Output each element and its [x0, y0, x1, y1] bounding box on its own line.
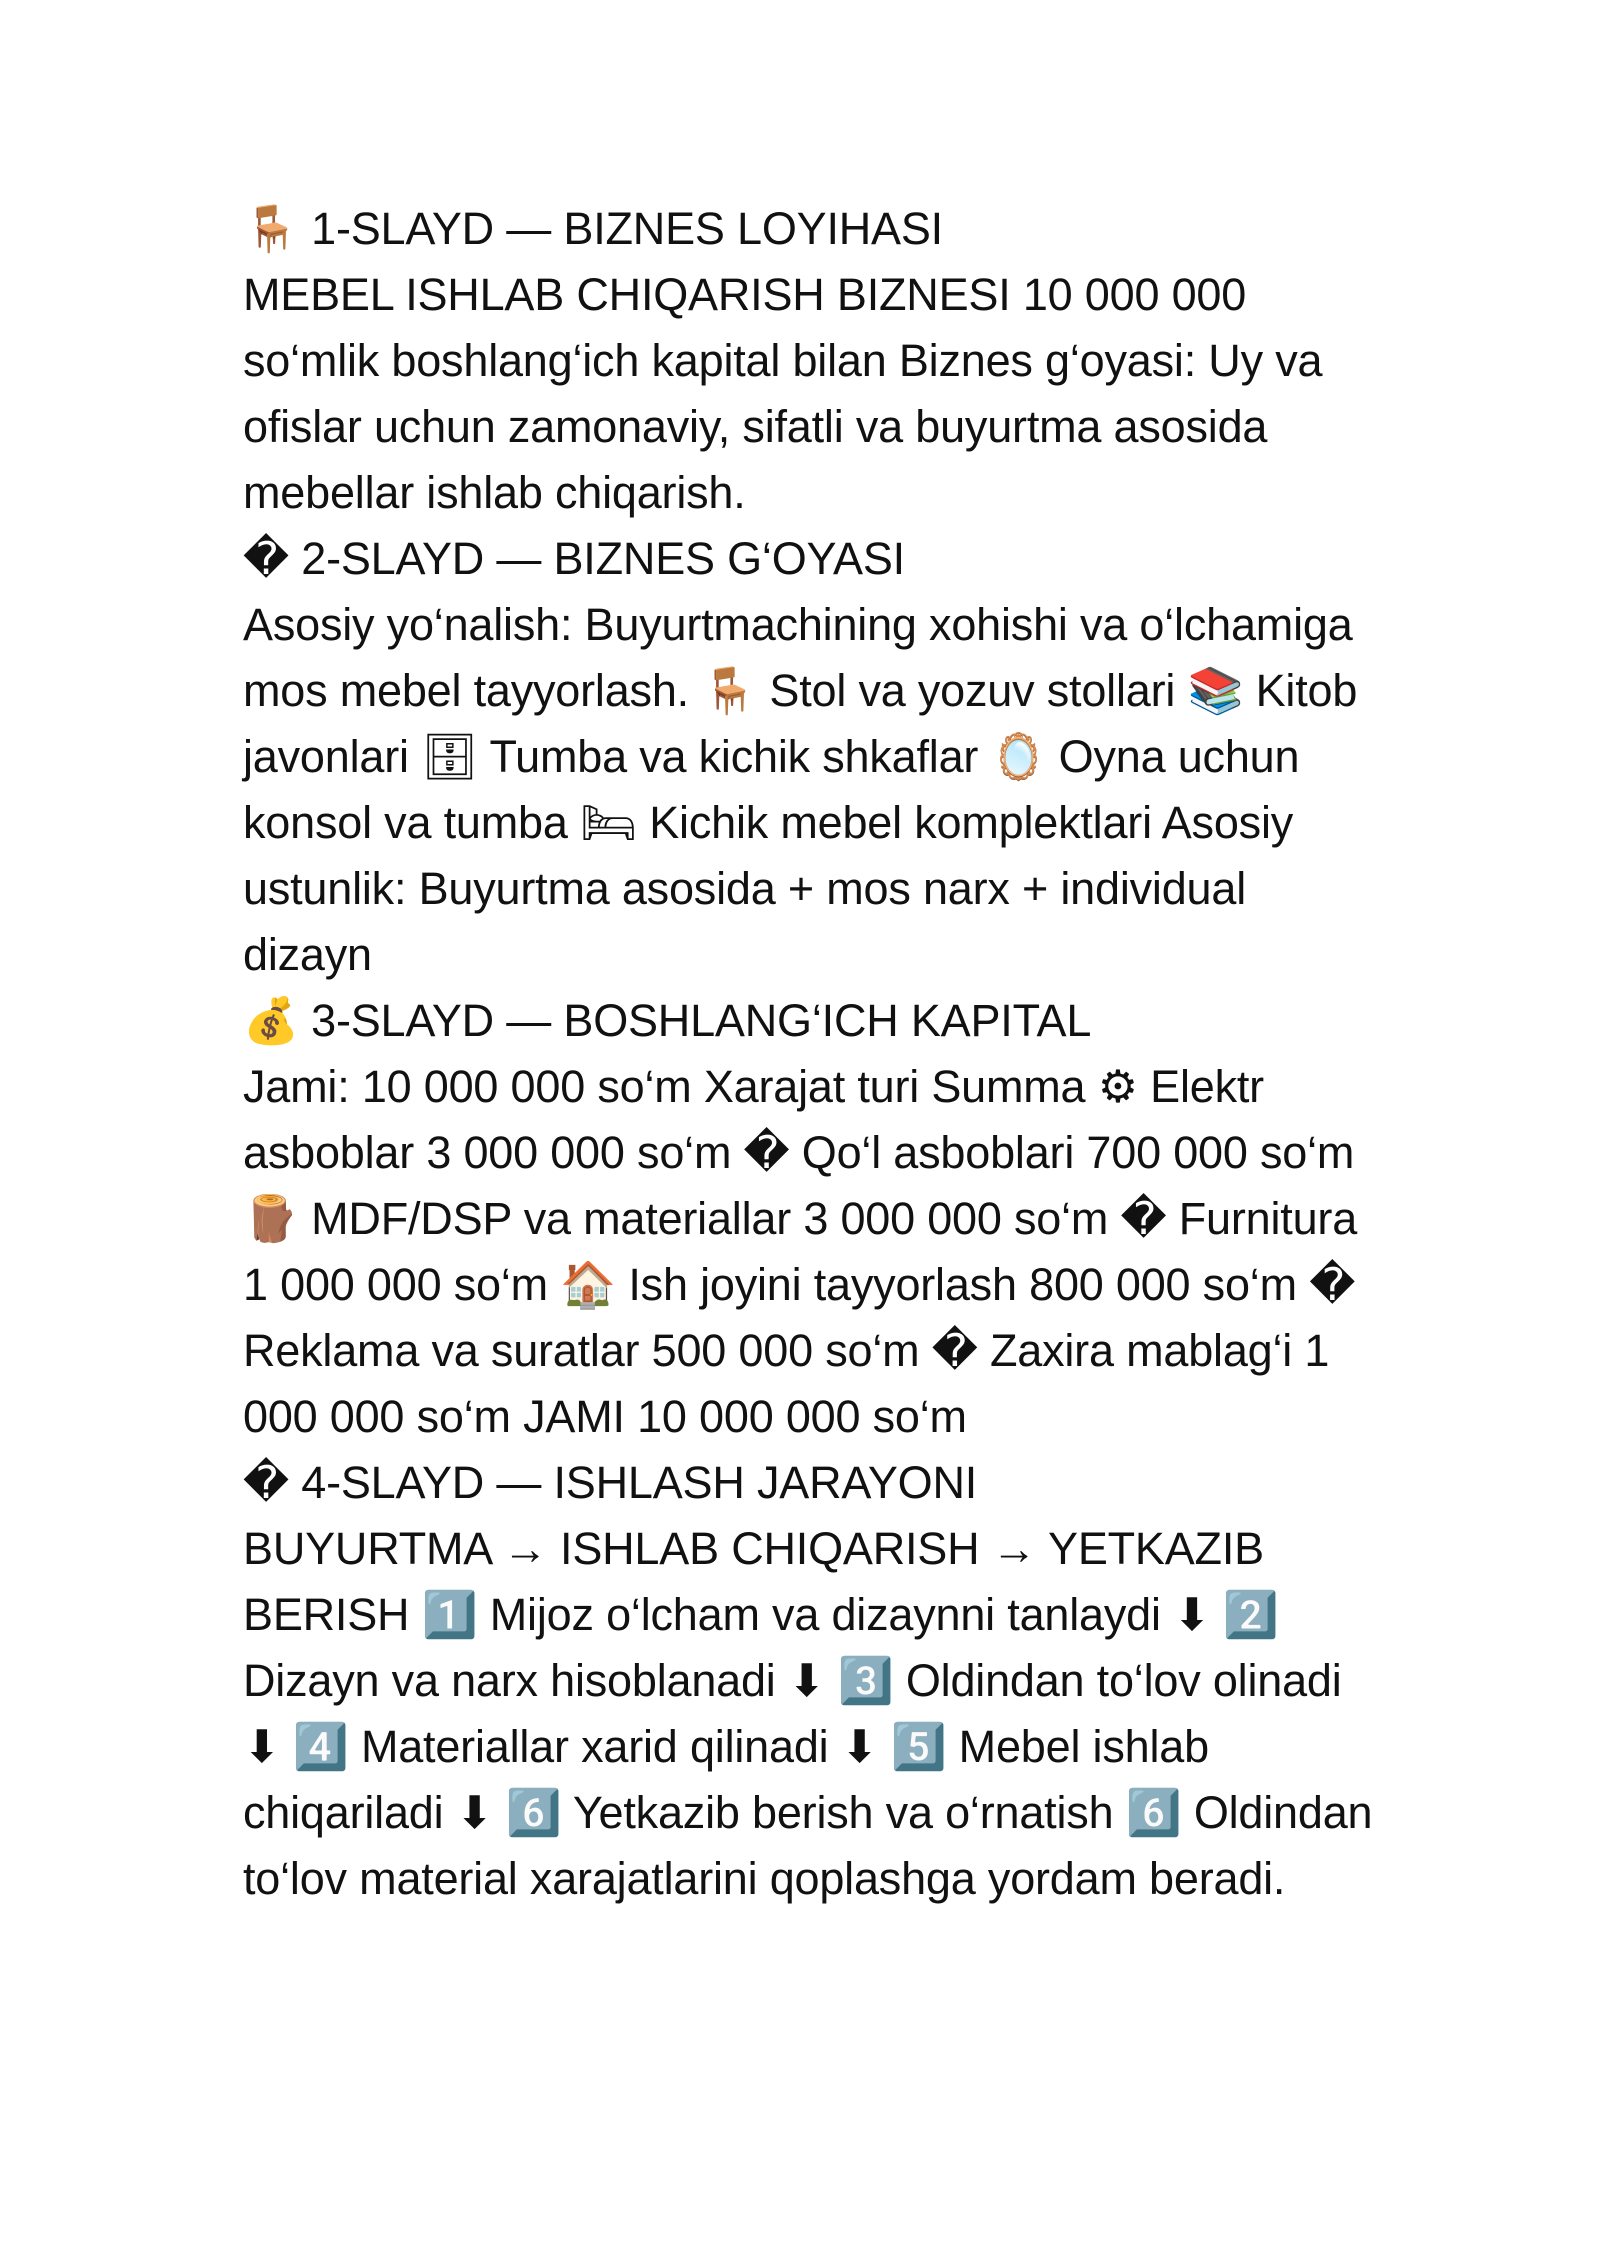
slide-2-section	[243, 526, 1373, 988]
slide-2-heading: � 2-SLAYD — BIZNES G‘OYASI	[243, 533, 905, 584]
slide-4-section	[243, 1450, 1373, 1912]
slide-1-body: MEBEL ISHLAB CHIQARISH BIZNESI 10 000 000 so‘mlik boshlang‘ich kapital bilan Biznes g‘oyasi: Uy va ofislar uchun zamonaviy, sifatli va buyurtma asosida mebellar ishlab chiqarish.	[243, 269, 1323, 518]
slide-4-body: BUYURTMA → ISHLAB CHIQARISH → YETKAZIB BERISH 1️⃣ Mijoz o‘lcham va dizaynni tanlaydi ⬇ 2️⃣ Dizayn va narx hisoblanadi ⬇ 3️⃣ Oldindan to‘lov olinadi ⬇ 4️⃣ Materiallar xarid qilinadi ⬇ 5️⃣ Mebel ishlab chiqariladi ⬇ 6️⃣ Yetkazib berish va o‘rnatish 6️⃣ Oldindan to‘lov material xarajatlarini qoplashga yordam beradi.	[243, 1523, 1373, 1904]
slide-3-body: Jami: 10 000 000 so‘m Xarajat turi Summa ⚙ Elektr asboblar 3 000 000 so‘m � Qo‘l asboblari 700 000 so‘m 🪵 MDF/DSP va materiallar 3 000 000 so‘m � Furnitura 1 000 000 so‘m 🏠 Ish joyini tayyorlash 800 000 so‘m � Reklama va suratlar 500 000 so‘m � Zaxira mablag‘i 1 000 000 so‘m JAMI 10 000 000 so‘m	[243, 1061, 1358, 1442]
document-content	[243, 196, 1373, 1912]
slide-1-heading: 🪑 1-SLAYD — BIZNES LOYIHASI	[243, 203, 943, 254]
slide-4-heading: � 4-SLAYD — ISHLASH JARAYONI	[243, 1457, 978, 1508]
slide-2-body: Asosiy yo‘nalish: Buyurtmachining xohishi va o‘lchamiga mos mebel tayyorlash. 🪑 Stol va yozuv stollari 📚 Kitob javonlari 🗄 Tumba va kichik shkaflar 🪞 Oyna uchun konsol va tumba 🛏 Kichik mebel komplektlari Asosiy ustunlik: Buyurtma asosida + mos narx + individual dizayn	[243, 599, 1358, 980]
slide-3-section	[243, 988, 1373, 1450]
slide-1-section	[243, 196, 1373, 526]
slide-3-heading: 💰 3-SLAYD — BOSHLANG‘ICH KAPITAL	[243, 995, 1092, 1046]
